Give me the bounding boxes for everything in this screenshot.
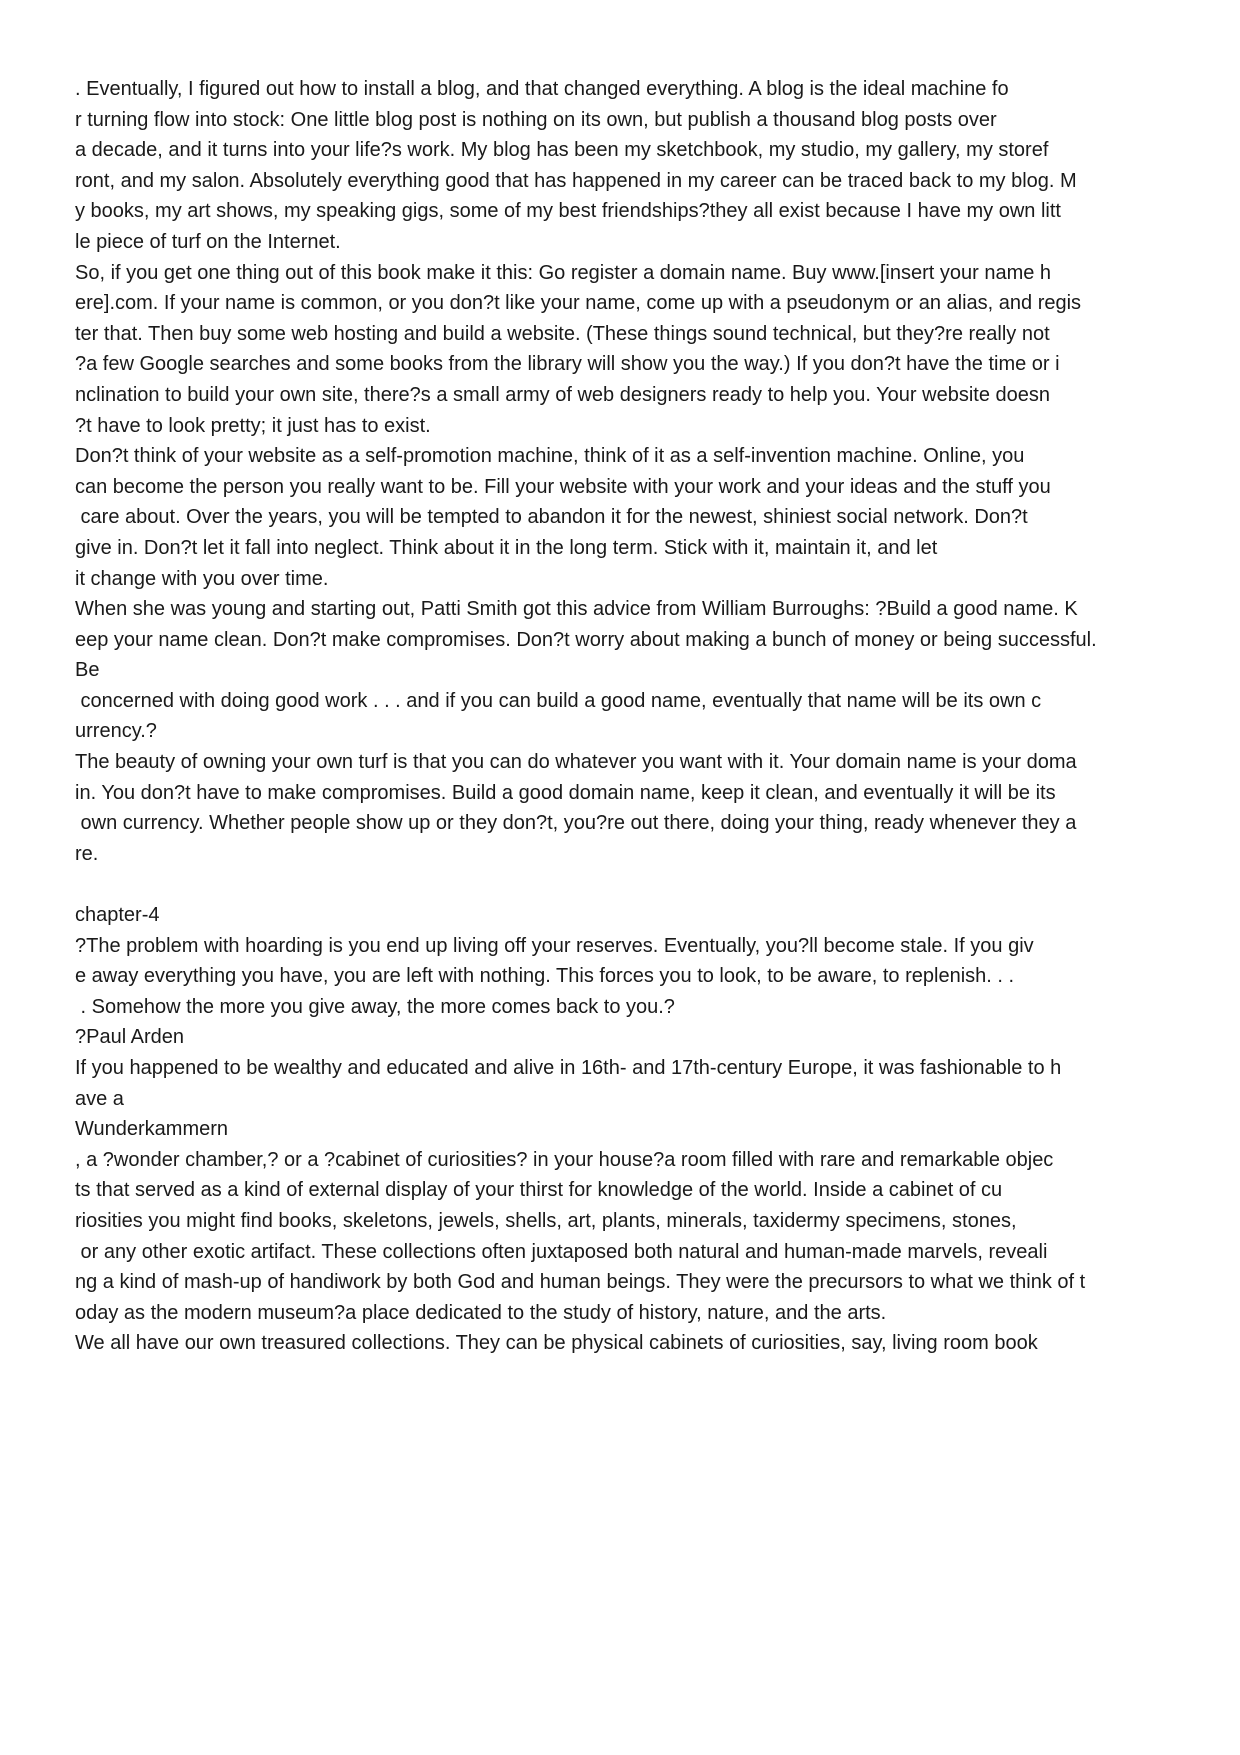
text-line: ere].com. If your name is common, or you don?t like your name, come up with a pseudonym or an alias, and regis [75, 292, 1082, 315]
text-line: riosities you might find books, skeletons, jewels, shells, art, plants, minerals, taxidermy specimens, stones, [75, 1209, 1017, 1232]
text-line: If you happened to be wealthy and educated and alive in 16th- and 17th-century Europe, it was fashionable to h [75, 1057, 1062, 1079]
text-line: can become the person you really want to be. Fill your website with your work and your ideas and the stuff you [75, 475, 1051, 498]
text-line: eep your name clean. Don?t make compromises. Don?t worry about making a bunch of money or being successful. [75, 628, 1097, 651]
text-line: care about. Over the years, you will be tempted to abandon it for the newest, shiniest social network. Don?t [75, 506, 1028, 529]
text-line: oday as the modern museum?a place dedicated to the study of history, nature, and the arts. [75, 1301, 887, 1324]
text-line: ront, and my salon. Absolutely everything good that has happened in my career can be traced back to my blog. M [75, 169, 1077, 192]
text-line: a decade, and it turns into your life?s work. My blog has been my sketchbook, my studio, my gallery, my storef [75, 139, 1049, 162]
text-line: We all have our own treasured collections. They can be physical cabinets of curiosities, say, living room book [75, 1332, 1038, 1355]
text-line: le piece of turf on the Internet. [75, 230, 341, 253]
text-line: ?a few Google searches and some books from the library will show you the way.) If you don?t have the time or i [75, 353, 1060, 376]
text-line: in. You don?t have to make compromises. Build a good domain name, keep it clean, and eventually it will be its [75, 781, 1056, 804]
text-line: or any other exotic artifact. These collections often juxtaposed both natural and human-made marvels, reveali [75, 1240, 1048, 1263]
text-line: nclination to build your own site, there?s a small army of web designers ready to help you. Your website doesn [75, 383, 1050, 406]
text-line: chapter-4 [75, 904, 160, 927]
blank-line [75, 869, 1175, 900]
text-line: , a ?wonder chamber,? or a ?cabinet of curiosities? in your house?a room filled with rare and remarkable objec [75, 1148, 1054, 1171]
text-line: ave a [75, 1087, 124, 1110]
text-line: Wunderkammern [75, 1118, 229, 1141]
text-line: So, if you get one thing out of this book make it this: Go register a domain name. Buy www.[insert your name h [75, 261, 1052, 284]
text-line: . Eventually, I figured out how to install a blog, and that changed everything. A blog is the ideal machine fo [75, 78, 1009, 100]
text-line: give in. Don?t let it fall into neglect. Think about it in the long term. Stick with it, maintain it, and let [75, 536, 938, 559]
text-line: ter that. Then buy some web hosting and build a website. (These things sound technical, but they?re really not [75, 322, 1050, 345]
text-line: . Somehow the more you give away, the more comes back to you.? [75, 995, 675, 1018]
text-line: Don?t think of your website as a self-promotion machine, think of it as a self-invention machine. Online, you [75, 445, 1025, 468]
text-line: The beauty of owning your own turf is that you can do whatever you want with it. Your domain name is your doma [75, 751, 1077, 774]
text-line: concerned with doing good work . . . and if you can build a good name, eventually that name will be its own c [75, 689, 1042, 712]
document-body-text [75, 74, 1175, 1359]
text-line: When she was young and starting out, Patti Smith got this advice from William Burroughs: ?Build a good name. K [75, 598, 1078, 621]
text-line: e away everything you have, you are left with nothing. This forces you to look, to be aware, to replenish. . . [75, 965, 1015, 988]
text-line: own currency. Whether people show up or they don?t, you?re out there, doing your thing, ready whenever they a [75, 812, 1077, 835]
text-line: ?Paul Arden [75, 1026, 184, 1049]
text-line: urrency.? [75, 720, 157, 743]
text-line: ts that served as a kind of external display of your thirst for knowledge of the world. Inside a cabinet of cu [75, 1179, 1003, 1202]
text-line: y books, my art shows, my speaking gigs, some of my best friendships?they all exist because I have my own litt [75, 200, 1061, 223]
text-line: r turning flow into stock: One little blog post is nothing on its own, but publish a thousand blog posts over [75, 108, 997, 131]
text-line: ?The problem with hoarding is you end up living off your reserves. Eventually, you?ll become stale. If you giv [75, 934, 1034, 957]
text-line: re. [75, 842, 99, 865]
text-line: it change with you over time. [75, 567, 329, 590]
text-line: ng a kind of mash-up of handiwork by both God and human beings. They were the precursors to what we think of t [75, 1271, 1086, 1294]
text-line: Be [75, 659, 100, 682]
text-line: ?t have to look pretty; it just has to exist. [75, 414, 431, 437]
